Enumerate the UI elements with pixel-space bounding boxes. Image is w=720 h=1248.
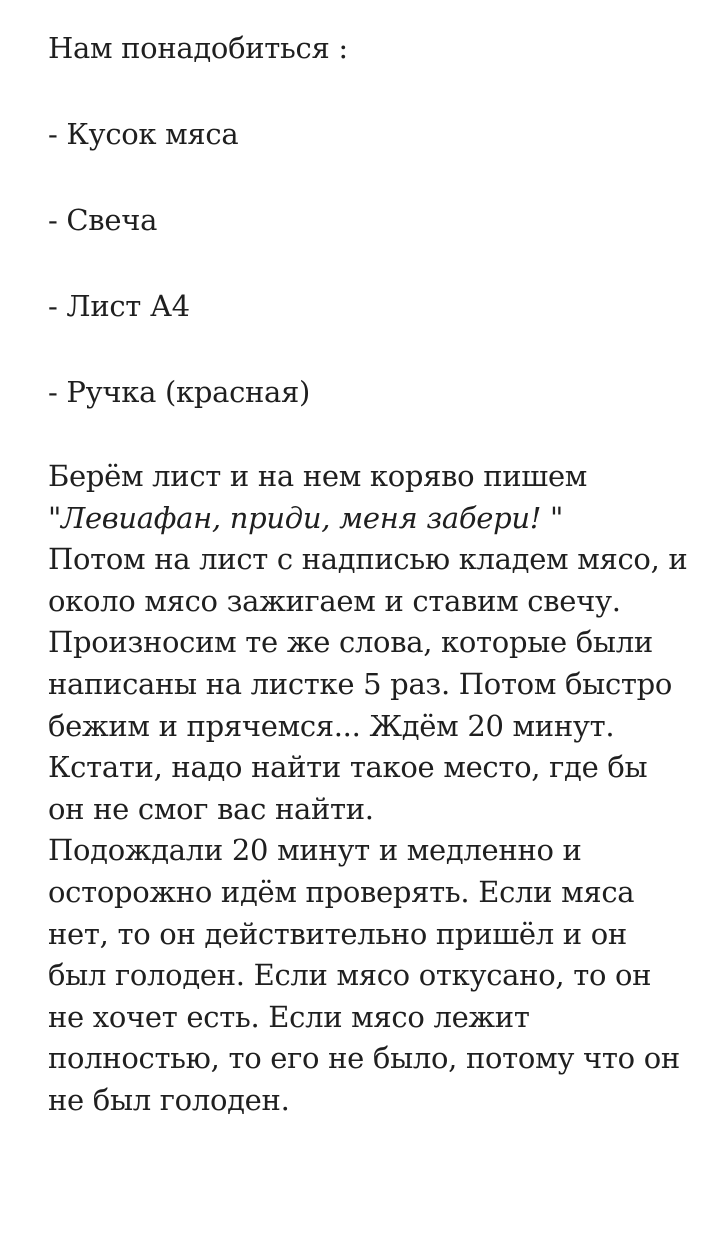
paragraph-rest: Потом на лист с надписью кладем мясо, и около мясо зажигаем и ставим свечу. Произносим те же слова, которые были написаны на листке 5 раз. Потом быстро бежим и прячемся... Ждём 20 минут. Кстати, надо найти такое место, где бы он не смог вас найти. (48, 542, 688, 826)
list-item: - Ручка (красная) (48, 375, 311, 409)
spell-italic: "Левиафан, приди, меня забери! " (48, 500, 564, 535)
article-text (48, 26, 688, 1122)
list-item: - Свеча (48, 203, 158, 237)
paragraph-lead: Берём лист и на нем коряво пишем (48, 459, 588, 493)
spell-text (48, 501, 563, 535)
list-item: - Кусок мяса (48, 117, 239, 151)
paragraph-check: Подождали 20 минут и медленно и осторожно идём проверять. Если мяса нет, то он действительно пришёл и он был голоден. Если мясо откусано, то он не хочет есть. Если мясо лежит полностью, то его не было, потому что он не был голоден. (48, 833, 680, 1117)
ingredient-list (48, 112, 688, 414)
paragraph-ritual (48, 456, 688, 830)
instructions (48, 456, 688, 1122)
intro-line: Нам понадобиться : (48, 31, 348, 65)
list-item: - Лист А4 (48, 289, 190, 323)
